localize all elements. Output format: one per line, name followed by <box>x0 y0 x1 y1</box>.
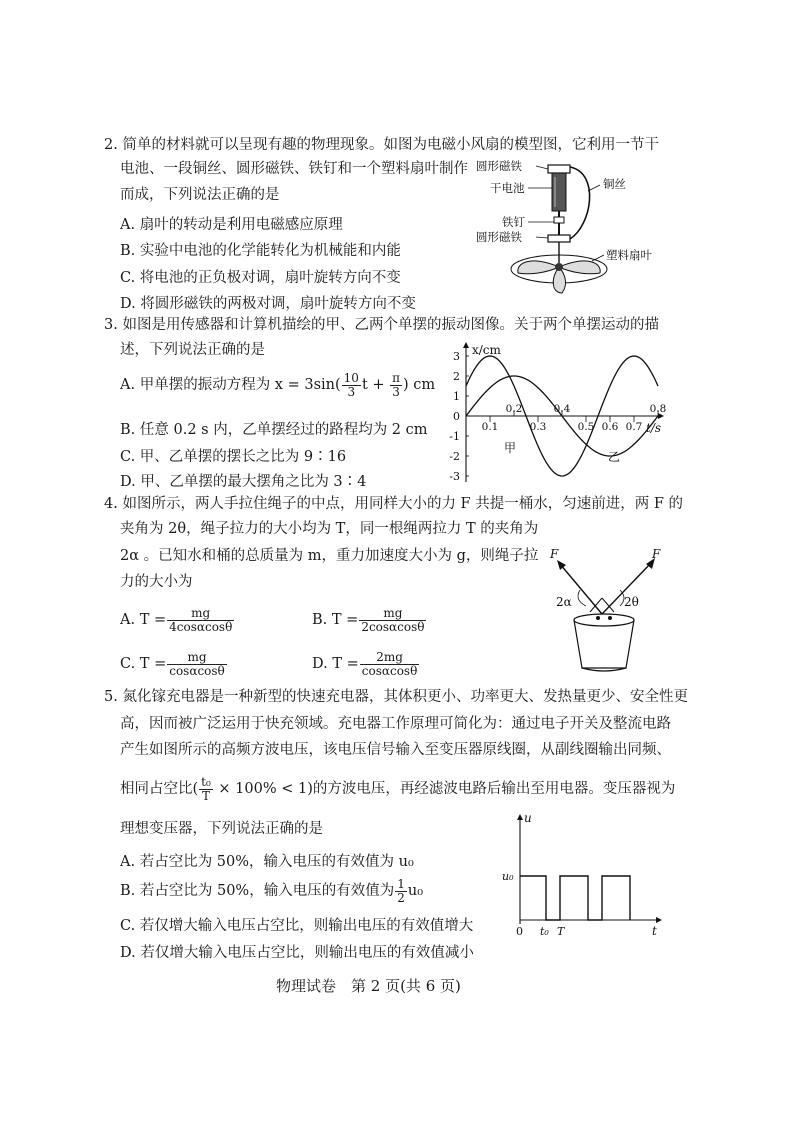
label-t: t <box>652 924 657 938</box>
q5-line4: 相同占空比( $\frac{\text{t₀}}{T}$ × 100% < 1)的方波电压，再经滤波电路后输出至用电器。变压器视为 <box>120 775 676 803</box>
y-tick-label: 1 <box>453 390 460 403</box>
q3-line1: 3. 如图是用传感器和计算机描绘的甲、乙两个单摆的振动图像。关于两个单摆运动的描 <box>104 317 659 333</box>
q5-line3: 产生如图所示的高频方波电压，该电压信号输入至变压器原线圈，从副线圈输出同频、 <box>120 742 671 758</box>
q4-line2: 夹角为 2θ，绳子拉力的大小均为 T，同一根绳两拉力 T 的夹角为 <box>120 521 539 537</box>
square-wave-figure <box>500 812 670 940</box>
y-tick-label: 3 <box>453 350 460 363</box>
page-footer: 物理试卷 第 2 页(共 6 页) <box>276 977 461 995</box>
label-F-left: F <box>550 548 559 561</box>
label-F-right: F <box>652 548 661 561</box>
oscillation-chart <box>432 340 672 488</box>
x-tick-label: 0.7 <box>625 421 643 433</box>
q5-line1: 5. 氮化镓充电器是一种新型的快速充电器，其体积更小、功率更大、发热量更少、安全性更 <box>104 689 688 705</box>
y-axis-label: x/cm <box>472 343 501 357</box>
label-2theta: 2θ <box>624 595 639 609</box>
x-tick-label: 0.6 <box>601 421 619 433</box>
q5-line5: 理想变压器，下列说法正确的是 <box>120 821 323 837</box>
y-tick-label: -1 <box>449 430 460 443</box>
q3-option-a: A. 甲单摆的振动方程为 x = 3sin( $\frac{10}{3}$ t + $\frac{\pi}{3}$ ) cm <box>120 371 436 399</box>
q4-option-c: C. T = $\frac{mg}{\cos\alpha\cos\theta}$ <box>120 650 225 678</box>
x-tick-label: 0.8 <box>649 403 667 415</box>
q5-option-c: C. 若仅增大输入电压占空比，则输出电压的有效值增大 <box>120 918 474 934</box>
label-2alpha: 2α <box>556 595 572 609</box>
q2-line3: 而成，下列说法正确的是 <box>120 187 280 203</box>
label-u0: u₀ <box>502 870 514 883</box>
q4-line1: 4. 如图所示，两人手拉住绳子的中点，用同样大小的力 F 共提一桶水，匀速前进，两 F 的 <box>104 496 683 512</box>
q5-option-d: D. 若仅增大输入电压占空比，则输出电压的有效值减小 <box>120 945 474 961</box>
q4-line3: 2α 。已知水和桶的总质量为 m，重力加速度大小为 g，则绳子拉 <box>120 548 539 564</box>
q4-line4: 力的大小为 <box>120 574 193 590</box>
q2-option-d: D. 将圆形磁铁的两极对调，扇叶旋转方向不变 <box>120 296 416 312</box>
y-axis-arrow <box>463 342 469 348</box>
label-blade: 塑料扇叶 <box>606 248 652 262</box>
label-magnet-top: 圆形磁铁 <box>476 159 522 173</box>
label-u: u <box>524 812 532 825</box>
y-tick-label: 0 <box>453 410 460 423</box>
x-tick-label: 0.4 <box>553 403 571 415</box>
x-tick-label: 0.5 <box>577 421 595 433</box>
x-tick-label: 0.3 <box>529 421 547 433</box>
q5-option-b: B. 若占空比为 50%，输入电压的有效值为 $\frac{1}{2}$ u₀ <box>120 877 424 905</box>
label-nail: 铁钉 <box>502 215 525 229</box>
fan-figure <box>470 155 670 300</box>
q2-line1: 2. 简单的材料就可以呈现有趣的物理现象。如图为电磁小风扇的模型图，它利用一节干 <box>104 137 659 153</box>
q5-option-a: A. 若占空比为 50%，输入电压的有效值为 u₀ <box>120 854 414 870</box>
label-battery: 干电池 <box>490 181 525 195</box>
q2-option-c: C. 将电池的正负极对调，扇叶旋转方向不变 <box>120 270 401 286</box>
y-tick-label: -3 <box>449 470 460 483</box>
series-label-yi: 乙 <box>608 450 621 464</box>
q3-option-d: D. 甲、乙单摆的最大摆角之比为 3∶4 <box>120 474 367 490</box>
q4-option-d: D. T = $\frac{2mg}{\cos\alpha\cos\theta}$ <box>312 650 418 678</box>
q2-option-b: B. 实验中电池的化学能转化为机械能和内能 <box>120 243 401 259</box>
x-tick-label: 0.2 <box>505 403 523 415</box>
q2-line2: 电池、一段铜丝、圆形磁铁、铁钉和一个塑料扇叶制作 <box>120 161 468 177</box>
q3-option-c: C. 甲、乙单摆的摆长之比为 9∶16 <box>120 449 347 465</box>
q4-option-b: B. T = $\frac{mg}{2\cos\alpha\cos\theta}$ <box>312 606 425 634</box>
label-T: T <box>557 925 565 938</box>
y-tick-label: -2 <box>449 450 460 463</box>
q4-option-a: A. T = $\frac{mg}{4\cos\alpha\cos\theta}$ <box>120 606 233 634</box>
label-origin: 0 <box>516 925 523 938</box>
series-label-jia: 甲 <box>504 441 517 455</box>
label-wire: 铜丝 <box>603 177 626 191</box>
q3-option-b: B. 任意 0.2 s 内，乙单摆经过的路程均为 2 cm <box>120 422 428 438</box>
q5-line2: 高，因而被广泛运用于快充领域。充电器工作原理可简化为：通过电子开关及整流电路 <box>120 716 671 732</box>
q3-line2: 述，下列说法正确的是 <box>120 342 265 358</box>
x-tick-label: 0.1 <box>481 421 499 433</box>
label-t0: t₀ <box>540 925 549 938</box>
bucket-figure <box>536 548 676 674</box>
x-axis-label: t/s <box>646 421 662 435</box>
label-magnet-bottom: 圆形磁铁 <box>476 230 522 244</box>
y-tick-label: 2 <box>453 370 460 383</box>
q2-option-a: A. 扇叶的转动是利用电磁感应原理 <box>120 217 343 233</box>
